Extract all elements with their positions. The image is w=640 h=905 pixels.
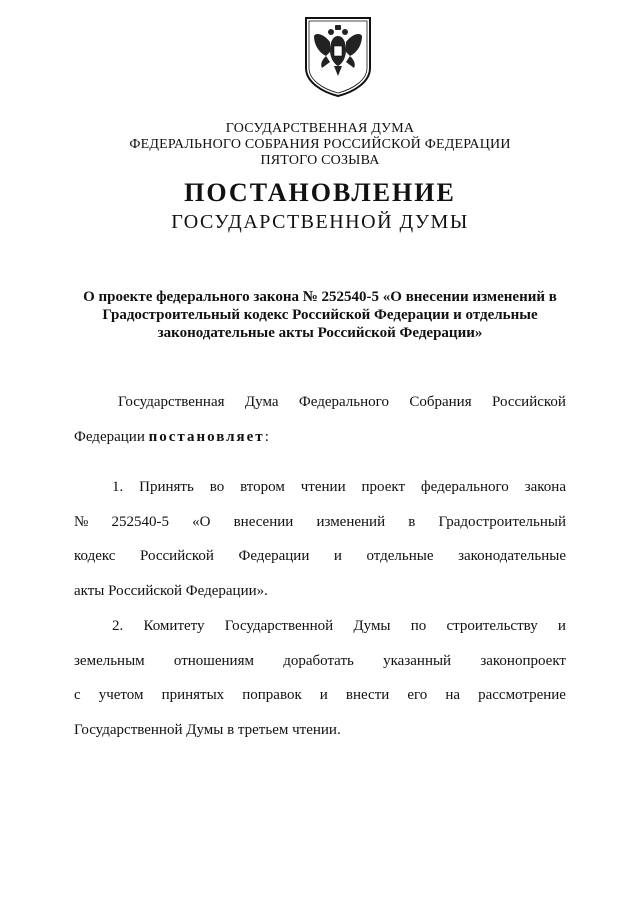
word: законопроект — [480, 653, 566, 669]
word: во — [209, 479, 225, 495]
word: Комитету — [143, 618, 205, 634]
word: и — [333, 548, 342, 564]
word: 1. — [112, 479, 124, 495]
word: Федерального — [298, 394, 389, 410]
word: Государственной — [224, 618, 334, 634]
header-line-1: ГОСУДАРСТВЕННАЯ ДУМА — [225, 121, 415, 136]
word: втором — [240, 479, 285, 495]
word: отношениям — [173, 653, 254, 669]
word: по — [410, 618, 427, 634]
word: законодательные — [458, 548, 566, 564]
header-line-3: ПЯТОГО СОЗЫВА — [260, 153, 380, 168]
word: поправок — [242, 687, 302, 703]
subject-line-2: Градостроительный кодекс Российской Федерации и отдельные — [102, 307, 538, 323]
word: 252540-5 — [111, 514, 169, 530]
word: учетом — [98, 687, 144, 703]
word: Собрания — [409, 394, 472, 410]
item1-line-2 — [74, 512, 566, 532]
word: Федерации — [74, 429, 145, 445]
word: строительству — [446, 618, 538, 634]
word: Государственная — [118, 394, 225, 410]
word: доработать — [283, 653, 354, 669]
word: отдельные — [366, 548, 434, 564]
word: внесении — [233, 514, 294, 530]
word: федерального — [420, 479, 509, 495]
word: его — [407, 687, 428, 703]
item2-line-2 — [74, 651, 566, 671]
item1-line-3 — [74, 546, 566, 566]
document-title: ПОСТАНОВЛЕНИЕ — [184, 178, 456, 207]
header-line-2: ФЕДЕРАЛЬНОГО СОБРАНИЯ РОССИЙСКОЙ ФЕДЕРАЦИИ — [129, 137, 511, 152]
word: проект — [361, 479, 406, 495]
word: принятых — [161, 687, 225, 703]
word: Принять — [139, 479, 194, 495]
word: внести — [345, 687, 390, 703]
word: Федерации — [238, 548, 310, 564]
word: закона — [524, 479, 566, 495]
word: Российской — [140, 548, 214, 564]
resolves-word: постановляет — [148, 429, 265, 445]
word: Российской — [492, 394, 566, 410]
intro-line-2 — [74, 427, 566, 447]
word: чтении — [300, 479, 346, 495]
colon: : — [264, 429, 269, 445]
subject-line-3: законодательные акты Российской Федерации» — [157, 325, 483, 341]
word: на — [445, 687, 461, 703]
word: Градостроительный — [438, 514, 566, 530]
word: изменений — [316, 514, 386, 530]
word: рассмотрение — [478, 687, 566, 703]
item2-line-3 — [74, 685, 566, 705]
word: и — [557, 618, 566, 634]
intro-line-1 — [118, 392, 566, 412]
item2-line-4: Государственной Думы в третьем чтении. — [74, 722, 341, 738]
word: Дума — [244, 394, 279, 410]
word: в — [408, 514, 416, 530]
word: указанный — [383, 653, 452, 669]
word: и — [319, 687, 328, 703]
item1-line-1 — [112, 477, 566, 497]
subject-line-1: О проекте федерального закона № 252540-5 «О внесении изменений в — [83, 289, 557, 305]
word: 2. — [112, 618, 124, 634]
word: «О — [192, 514, 211, 530]
document-subtitle: ГОСУДАРСТВЕННОЙ ДУМЫ — [171, 211, 469, 233]
item1-line-4: акты Российской Федерации». — [74, 583, 268, 599]
word: земельным — [74, 653, 145, 669]
word: кодекс — [74, 548, 116, 564]
word: Думы — [353, 618, 391, 634]
word: № — [74, 514, 89, 530]
state-emblem — [302, 14, 374, 98]
word: с — [74, 687, 81, 703]
item2-line-1 — [112, 616, 566, 636]
